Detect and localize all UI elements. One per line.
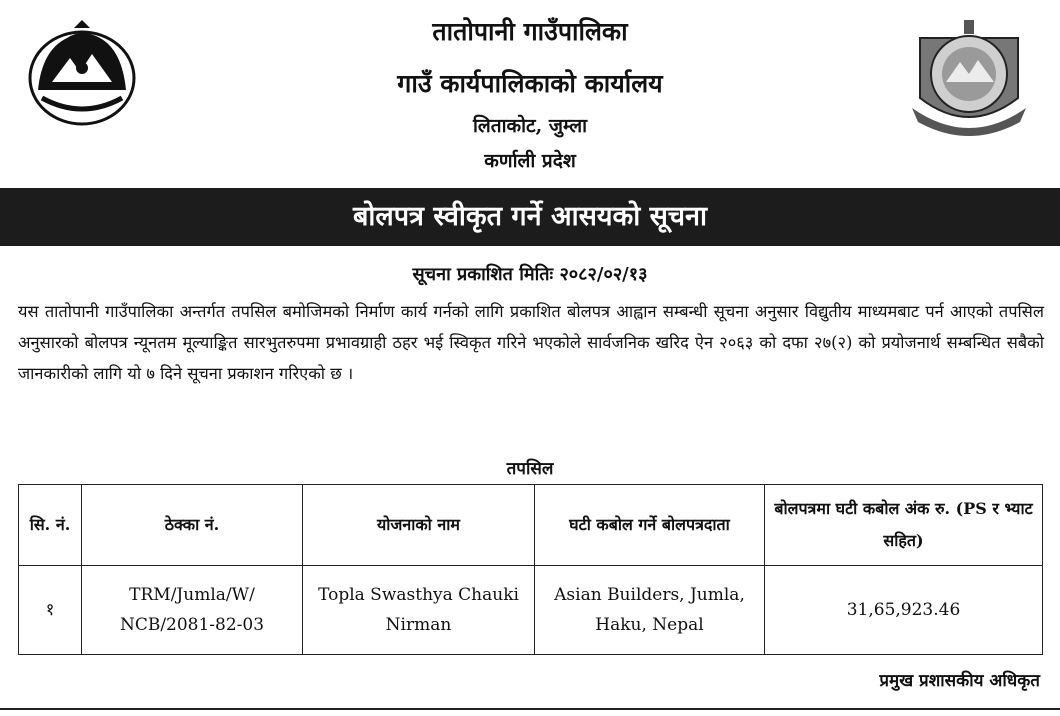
municipality-name: तातोपानी गाउँपालिका [432,17,628,46]
notice-body: यस तातोपानी गाउँपालिका अन्तर्गत तपसिल बमोजिमको निर्माण कार्य गर्नको लागि प्रकाशित बोलपत्र आह्वान सम्बन्धी सूचना अनुसार विद्युतीय माध्यमबाट पर्न आएको तपसिल अनुसारको बोलपत्र न्यूनतम मूल्याङ्कित सारभुतरुपमा प्रभावग्राही ठहर भई स्विकृत गरिने भएकोले सार्वजनिक खरिद ऐन २०६३ को दफा २७(२) को प्रयोजनार्थ सम्बन्धित सबैको जानकारीको लागि यो ७ दिने सूचना प्रकाशन गरिएको छ । [18,302,1044,383]
bid-details-table [18,484,1043,655]
nepal-government-emblem-icon [22,20,142,130]
table-caption: तपसिल [506,459,554,479]
cell-bid-amount: 31,65,923.46 [765,566,1043,655]
office-name: गाउँ कार्यपालिकाको कार्यालय [397,69,663,98]
col-bid-amount: बोलपत्रमा घटी कबोल अंक रु. (PS र भ्याट सहित) [765,485,1043,566]
office-address: लिताकोट, जुम्ला [472,115,588,137]
table-header-row [19,485,1043,566]
notice-header [0,0,1060,188]
municipality-logo-icon [908,18,1030,138]
cell-project-name: Topla Swasthya Chauki Nirman [303,566,535,655]
col-lowest-bidder: घटी कबोल गर्ने बोलपत्रदाता [535,485,765,566]
col-contract-number: ठेक्का नं. [82,485,303,566]
publication-date: सूचना प्रकाशित मितिः २०८२/०२/१३ [412,264,648,285]
col-project-name: योजनाको नाम [303,485,535,566]
province-name: कर्णाली प्रदेश [484,150,576,172]
bottom-divider [0,708,1060,710]
cell-lowest-bidder: Asian Builders, Jumla, Haku, Nepal [535,566,765,655]
signatory-title: प्रमुख प्रशासकीय अधिकृत [879,671,1040,691]
cell-serial-number: १ [19,566,82,655]
table-row [19,566,1043,655]
notice-title-banner: बोलपत्र स्वीकृत गर्ने आसयको सूचना [0,188,1060,246]
cell-contract-number: TRM/Jumla/W/ NCB/2081-82-03 [82,566,303,655]
col-serial-number: सि. नं. [19,485,82,566]
